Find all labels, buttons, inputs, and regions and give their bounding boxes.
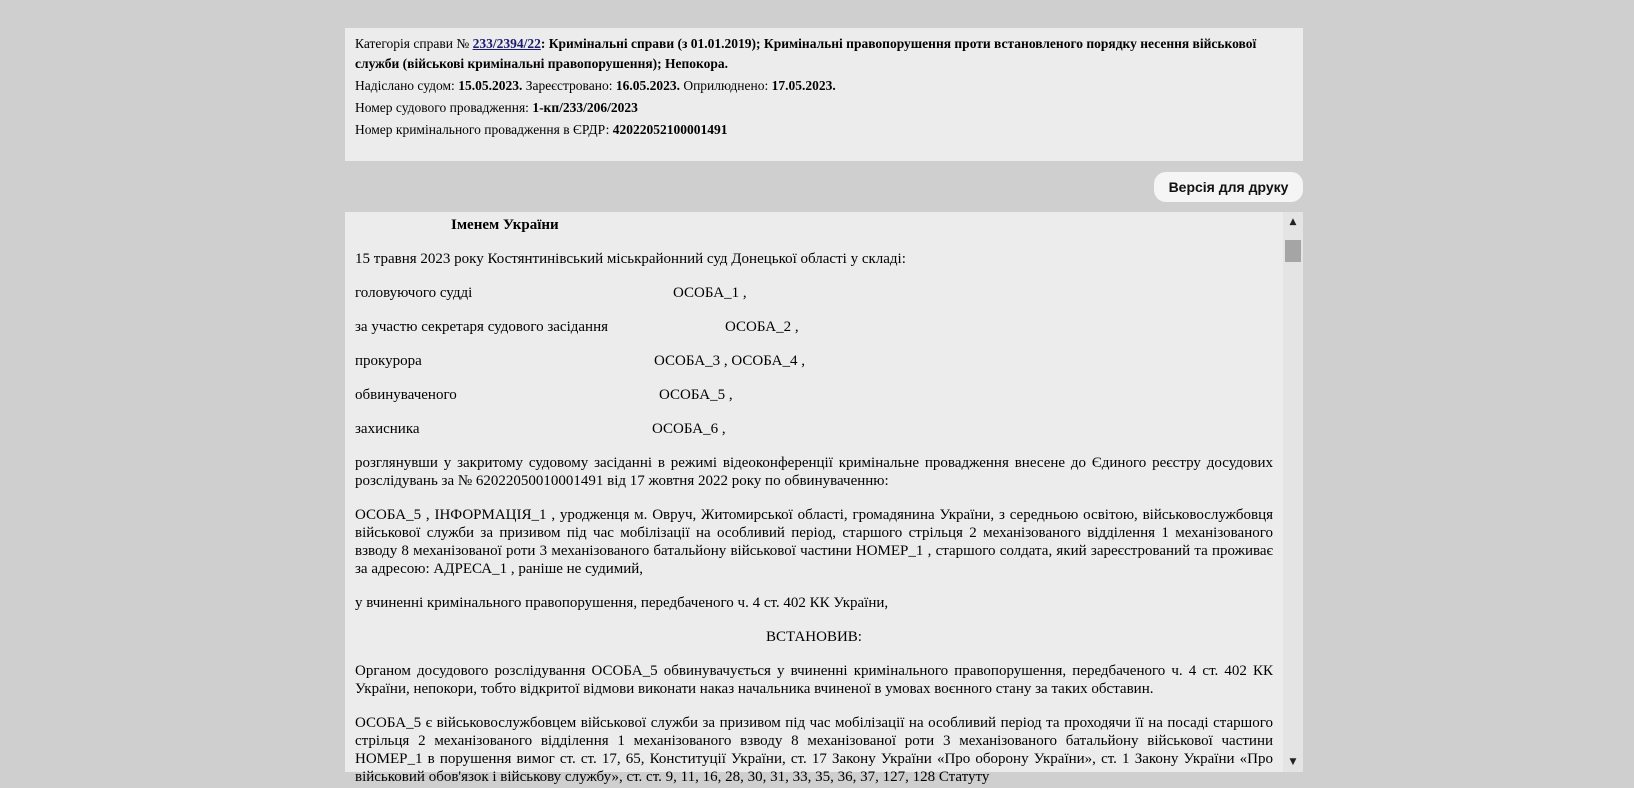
- participant-value: ОСОБА_1 ,: [673, 285, 747, 301]
- participant-label: захисника: [355, 421, 420, 437]
- category-prefix: Категорія справи №: [355, 36, 473, 51]
- participant-label: прокурора: [355, 353, 422, 369]
- body-paragraph-1: Органом досудового розслідування ОСОБА_5 обвинувачується у вчиненні кримінального правопорушення, передбаченого ч. 4 ст. 402 КК України, непокори, тобто відкритої відмови виконати наказ начальника вчиненої в умовах воєнного стану за таких обставин.: [355, 663, 1273, 697]
- registered-label: Зареєстровано:: [522, 78, 616, 93]
- participant-value: ОСОБА_3 , ОСОБА_4 ,: [654, 353, 805, 369]
- participant-label: обвинуваченого: [355, 387, 457, 403]
- case-category-line: [355, 34, 1293, 74]
- registered-date: 16.05.2023.: [615, 78, 680, 93]
- scroll-up-arrow-icon[interactable]: ▲: [1289, 217, 1297, 227]
- participant-label: головуючого судді: [355, 285, 473, 301]
- document-panel[interactable]: [345, 212, 1303, 785]
- sent-date: 15.05.2023.: [458, 78, 523, 93]
- participant-value: ОСОБА_5 ,: [659, 387, 733, 403]
- participant-row: [355, 318, 1273, 336]
- participant-label: за участю секретаря судового засідання: [355, 319, 609, 335]
- participant-value: ОСОБА_2 ,: [725, 319, 799, 335]
- category-text: : Кримінальні справи (з 01.01.2019); Кримінальні правопорушення проти встановленого порядку несення військової служби (військові кримінальні правопорушення); Непокора.: [355, 36, 1257, 71]
- charge-paragraph: у вчиненні кримінального правопорушення, передбаченого ч. 4 ст. 402 КК України,: [355, 595, 889, 611]
- sent-label: Надіслано судом:: [355, 78, 459, 93]
- proceeding-number: 1-кп/233/206/2023: [532, 100, 638, 115]
- accused-info-paragraph: ОСОБА_5 , ІНФОРМАЦІЯ_1 , уродженця м. Овруч, Житомирської області, громадянина України, з середньою освітою, військовослужбовця військової служби за призивом під час мобілізації на особливий період, старшого стрільця 2 механізованого відділення 1 механізованого взводу 8 механізованої роти 3 механізованого батальйону військової частини НОМЕР_1 , старшого солдата, який зареєстрований та проживає за адресою: АДРЕСА_1 , раніше не судимий,: [355, 507, 1273, 577]
- considered-paragraph: розглянувши у закритому судовому засіданні в режимі відеоконференції кримінальне провадження внесене до Єдиного реєстру досудових розслідувань за № 62022050010001491 від 17 жовтня 2022 року по обвинуваченню:: [355, 455, 1273, 489]
- erdr-label: Номер кримінального провадження в ЄРДР:: [355, 122, 613, 137]
- body-paragraph-2: ОСОБА_5 є військовослужбовцем військової служби за призивом під час мобілізації на особливий період та проходячи її на посаді старшого стрільця 2 механізованого відділення 1 механізованого взводу 8 механізованої роти 3 механізованого батальйону військової частини НОМЕР_1 в порушення вимог ст. ст. 17, 65, Конституції України, ст. 17 Закону України «Про оборону України», ст. 1 Закону України «Про військовий обов'язок і військову службу», ст. ст. 9, 11, 16, 28, 30, 31, 33, 35, 36, 37, 127, 128 Статуту: [355, 715, 1273, 785]
- scrollbar-thumb[interactable]: [1285, 240, 1301, 262]
- participant-row: [355, 386, 1273, 404]
- erdr-number: 42022052100001491: [612, 122, 728, 137]
- erdr-line: [355, 120, 1293, 140]
- proceeding-label: Номер судового провадження:: [355, 100, 533, 115]
- document-heading: Іменем України: [451, 217, 559, 233]
- scroll-down-arrow-icon[interactable]: ▼: [1289, 757, 1297, 767]
- document-text: [355, 212, 1273, 786]
- proceeding-line: [355, 98, 1293, 118]
- participant-value: ОСОБА_6 ,: [652, 421, 726, 437]
- established-heading: ВСТАНОВИВ:: [766, 629, 862, 645]
- participant-row: [355, 284, 1273, 302]
- dates-line: [355, 76, 1293, 96]
- published-label: Оприлюднено:: [679, 78, 772, 93]
- participant-row: [355, 420, 1273, 438]
- vertical-scrollbar[interactable]: [1283, 212, 1303, 772]
- published-date: 17.05.2023.: [771, 78, 836, 93]
- print-version-button[interactable]: Версія для друку: [1154, 172, 1303, 202]
- participant-row: [355, 352, 1273, 370]
- case-info-panel: [345, 28, 1303, 161]
- intro-paragraph: 15 травня 2023 року Костянтинівський міськрайонний суд Донецької області у складі:: [355, 251, 906, 267]
- case-number-link[interactable]: 233/2394/22: [472, 36, 541, 51]
